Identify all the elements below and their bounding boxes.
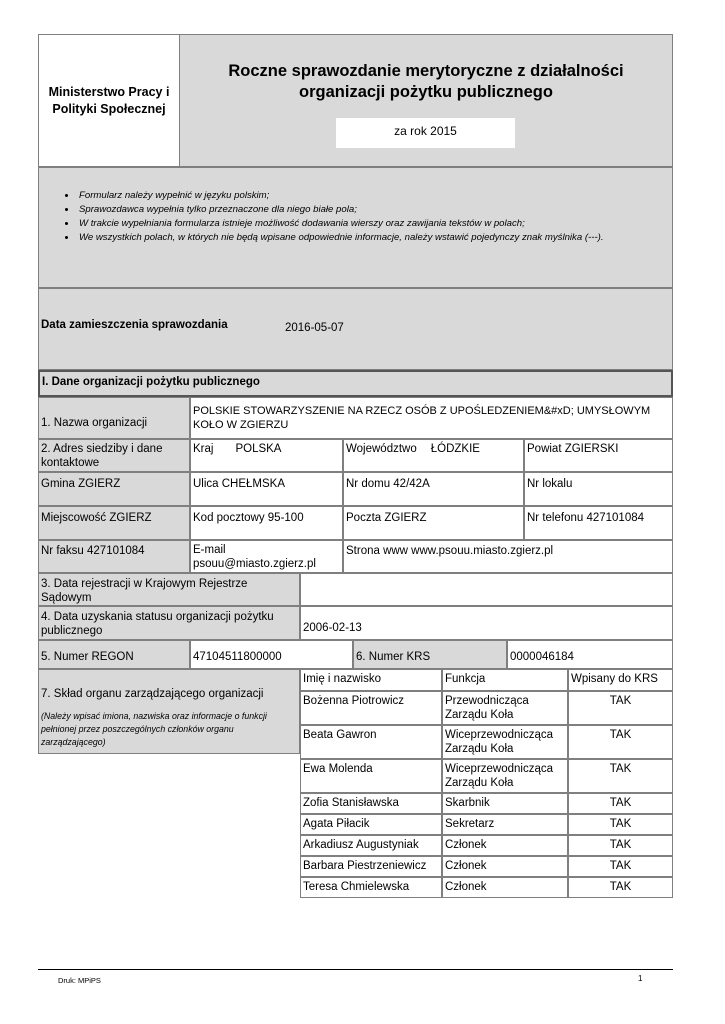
report-date-block — [38, 288, 673, 370]
board-member-function[interactable]: Wiceprzewodnicząca Zarządu Koła — [442, 759, 568, 793]
email-field[interactable]: E-mail psouu@miasto.zgierz.pl — [190, 540, 343, 573]
board-member-function[interactable]: Wiceprzewodnicząca Zarządu Koła — [442, 725, 568, 759]
regon-value[interactable]: 47104511800000 — [190, 640, 353, 669]
post-office-field[interactable]: Poczta ZGIERZ — [343, 506, 524, 540]
board-member-krs[interactable]: TAK — [568, 856, 673, 877]
apartment-number-field[interactable]: Nr lokalu — [524, 472, 673, 506]
country-field[interactable]: Kraj POLSKA — [190, 439, 343, 472]
board-member-name[interactable]: Zofia Stanisławska — [300, 793, 442, 814]
instructions-block — [38, 167, 673, 288]
instruction-item: • Sprawozdawca wypełnia tylko przeznaczone dla niego białe pola; — [77, 203, 672, 217]
header-block — [38, 34, 673, 167]
board-member-name[interactable]: Bożenna Piotrowicz — [300, 691, 442, 725]
ministry-box — [39, 35, 180, 166]
opp-status-value[interactable]: 2006-02-13 — [300, 606, 673, 640]
board-member-krs[interactable]: TAK — [568, 725, 673, 759]
opp-status-label: 4. Data uzyskania statusu organizacji pożytku publicznego — [38, 606, 300, 640]
org-name-label: 1. Nazwa organizacji — [38, 397, 190, 439]
board-member-krs[interactable]: TAK — [568, 835, 673, 856]
instruction-item: • We wszystkich polach, w których nie będą wpisane odpowiednie informacje, należy wstawić pojedynczy znak myślnika (---). — [77, 231, 672, 245]
board-label: 7. Skład organu zarządzającego organizacji — [41, 688, 264, 700]
city-field[interactable]: Miejscowość ZGIERZ — [38, 506, 190, 540]
footer-divider — [38, 969, 673, 970]
board-member-name[interactable]: Barbara Piestrzeniewicz — [300, 856, 442, 877]
year-field[interactable]: za rok 2015 — [336, 118, 515, 148]
board-member-name[interactable]: Beata Gawron — [300, 725, 442, 759]
board-member-krs[interactable]: TAK — [568, 793, 673, 814]
title-area — [180, 35, 672, 108]
board-note: (Należy wpisać imiona, nazwiska oraz informacje o funkcji pełnionej przez poszczególnych członków organu zarządzającego) — [41, 711, 267, 747]
board-member-function[interactable]: Członek — [442, 856, 568, 877]
commune-field[interactable]: Gmina ZGIERZ — [38, 472, 190, 506]
org-name-value[interactable]: POLSKIE STOWARZYSZENIE NA RZECZ OSÓB Z UPOŚLEDZENIEM&#xD; UMYSŁOWYM KOŁO W ZGIERZU — [190, 397, 673, 439]
board-member-name[interactable]: Ewa Molenda — [300, 759, 442, 793]
board-member-function[interactable]: Przewodnicząca Zarządu Koła — [442, 691, 568, 725]
board-member-krs[interactable]: TAK — [568, 759, 673, 793]
phone-field[interactable]: Nr telefonu 427101084 — [524, 506, 673, 540]
board-member-function[interactable]: Skarbnik — [442, 793, 568, 814]
county-field[interactable]: Powiat ZGIERSKI — [524, 439, 673, 472]
board-label-box — [38, 669, 300, 754]
board-member-function[interactable]: Sekretarz — [442, 814, 568, 835]
fax-field[interactable]: Nr faksu 427101084 — [38, 540, 190, 573]
section-title: I. Dane organizacji pożytku publicznego — [38, 370, 673, 397]
instructions-list — [39, 189, 672, 245]
board-member-krs[interactable]: TAK — [568, 877, 673, 898]
board-member-name[interactable]: Arkadiusz Augustyniak — [300, 835, 442, 856]
postal-code-field[interactable]: Kod pocztowy 95-100 — [190, 506, 343, 540]
board-header-function: Funkcja — [442, 669, 568, 691]
krs-registration-label: 3. Data rejestracji w Krajowym Rejestrze Sądowym — [38, 573, 300, 606]
year-area — [180, 108, 672, 166]
board-header-name: Imię i nazwisko — [300, 669, 442, 691]
footer-print-label: Druk: MPiPS — [58, 976, 101, 985]
house-number-field[interactable]: Nr domu 42/42A — [343, 472, 524, 506]
krs-registration-value[interactable] — [300, 573, 673, 606]
website-field[interactable]: Strona www www.psouu.miasto.zgierz.pl — [343, 540, 673, 573]
board-member-function[interactable]: Członek — [442, 835, 568, 856]
board-member-krs[interactable]: TAK — [568, 814, 673, 835]
board-table — [300, 669, 673, 899]
address-label: 2. Adres siedziby i dane kontaktowe — [38, 439, 190, 472]
board-member-name[interactable]: Teresa Chmielewska — [300, 877, 442, 898]
board-member-name[interactable]: Agata Piłacik — [300, 814, 442, 835]
report-date-value[interactable]: 2016-05-07 — [285, 322, 344, 334]
report-title-line2: organizacji pożytku publicznego — [299, 83, 553, 101]
krs-value[interactable]: 0000046184 — [507, 640, 673, 669]
page-number: 1 — [638, 974, 643, 983]
board-header-krs: Wpisany do KRS — [568, 669, 673, 691]
board-member-krs[interactable]: TAK — [568, 691, 673, 725]
ministry-name: Ministerstwo Pracy i Polityki Społecznej — [48, 84, 170, 116]
board-member-function[interactable]: Członek — [442, 877, 568, 898]
street-field[interactable]: Ulica CHEŁMSKA — [190, 472, 343, 506]
report-date-label: Data zamieszczenia sprawozdania — [41, 319, 228, 331]
report-title-line1: Roczne sprawozdanie merytoryczne z działalności — [228, 62, 624, 80]
voivodeship-field[interactable]: Województwo ŁÓDZKIE — [343, 439, 524, 472]
regon-label: 5. Numer REGON — [38, 640, 190, 669]
krs-label: 6. Numer KRS — [353, 640, 507, 669]
instruction-item: • W trakcie wypełniania formularza istnieje możliwość dodawania wierszy oraz zawijania tekstów w polach; — [77, 217, 672, 231]
instruction-item: • Formularz należy wypełnić w języku polskim; — [77, 189, 672, 203]
